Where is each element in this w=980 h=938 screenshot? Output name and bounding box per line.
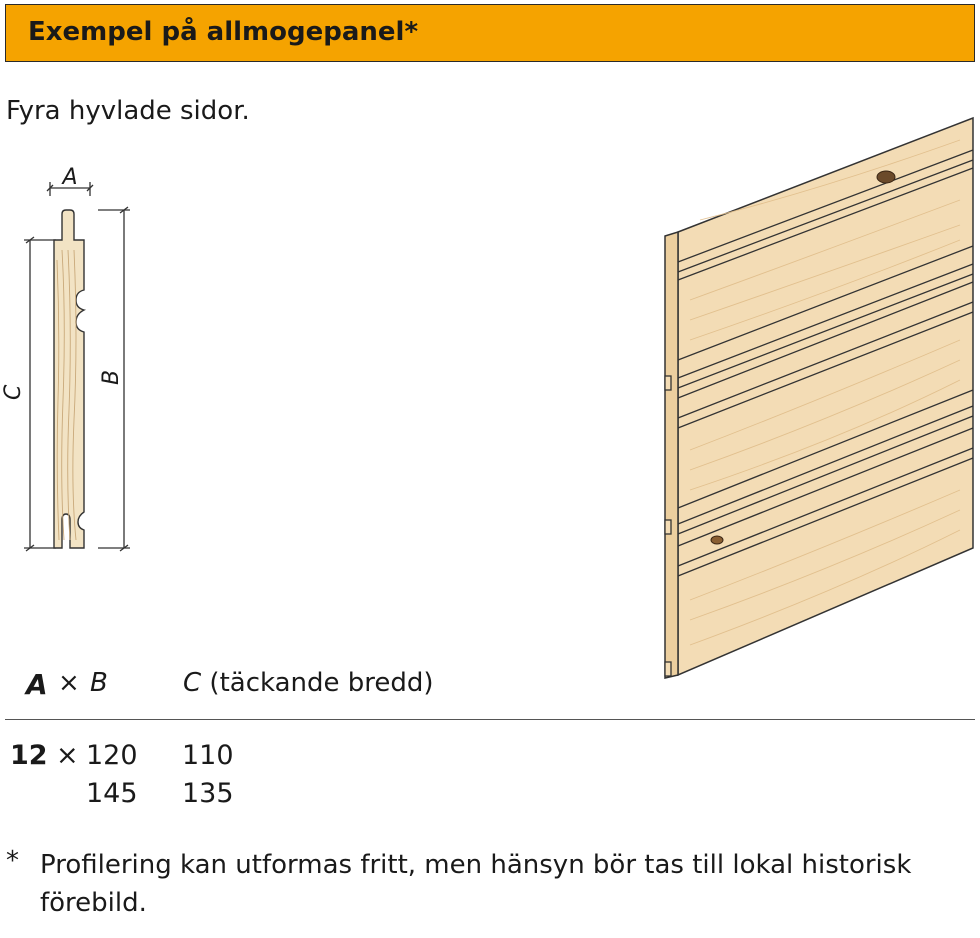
col-c-note: (täckande bredd) (201, 668, 434, 698)
profile-diagram (0, 150, 150, 570)
col-b-header: B (90, 668, 108, 698)
panel-illustration (655, 110, 980, 685)
row1-b: 120 (86, 740, 138, 771)
dim-label-a: A (62, 165, 78, 190)
dim-label-c: C (1, 384, 26, 400)
section-title: Exempel på allmogepanel* (28, 17, 419, 47)
section-header (5, 4, 975, 62)
col-a-header: A (26, 668, 48, 701)
dim-label-b: B (99, 369, 124, 385)
row2-b: 145 (86, 778, 138, 809)
row2-c: 135 (182, 778, 234, 809)
col-c-header (183, 668, 434, 698)
table-divider (5, 719, 975, 720)
footnote-marker: * (6, 846, 19, 876)
times-sign: × (58, 668, 80, 698)
row1-times: × (56, 740, 79, 771)
description: Fyra hyvlade sidor. (6, 96, 250, 126)
row1-a: 12 (10, 740, 48, 771)
col-c-label: C (183, 668, 202, 698)
footnote-text: Profilering kan utformas fritt, men hänsyn bör tas till lokal historisk förebild. (40, 850, 912, 918)
row1-c: 110 (182, 740, 234, 771)
